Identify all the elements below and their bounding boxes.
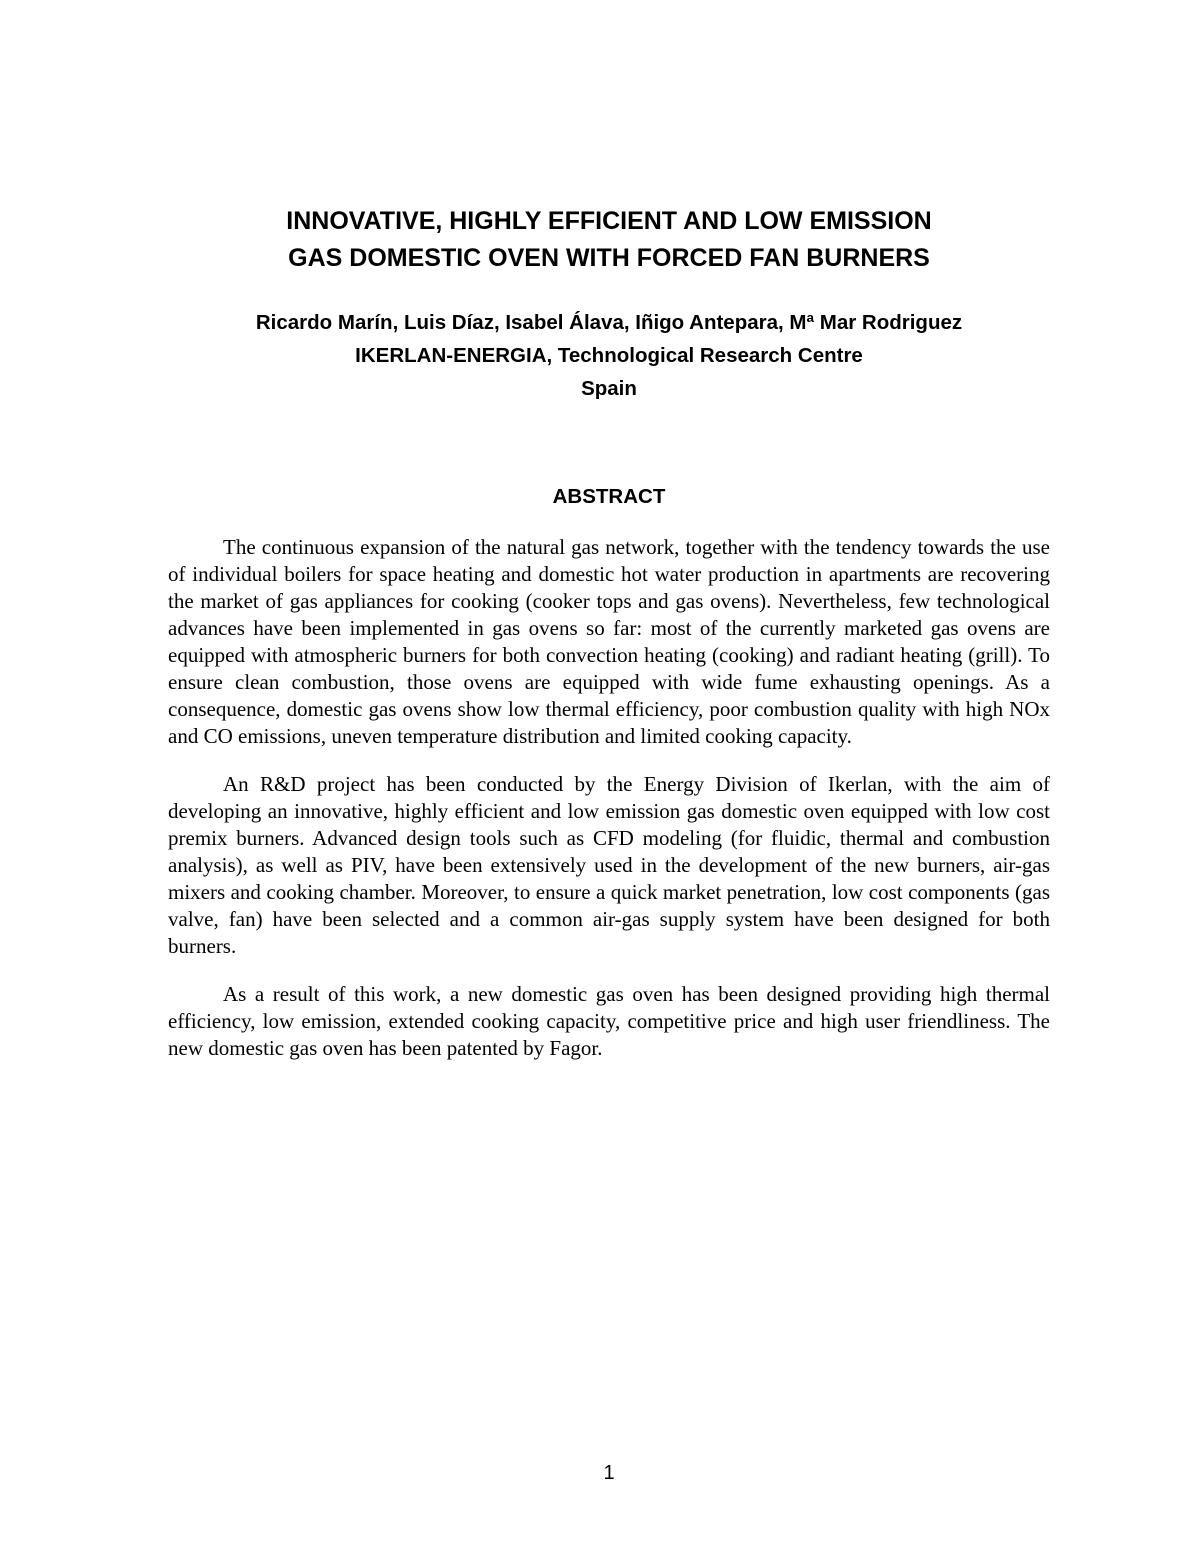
title-line-1: INNOVATIVE, HIGHLY EFFICIENT AND LOW EMISSION bbox=[286, 207, 932, 235]
author-affiliation: IKERLAN-ENERGIA, Technological Research Centre bbox=[355, 344, 863, 367]
title-line-2: GAS DOMESTIC OVEN WITH FORCED FAN BURNERS bbox=[288, 244, 930, 272]
abstract-body bbox=[168, 534, 1050, 1083]
author-names: Ricardo Marín, Luis Díaz, Isabel Álava, Iñigo Antepara, Mª Mar Rodriguez bbox=[255, 311, 963, 334]
abstract-paragraph-1: The continuous expansion of the natural gas network, together with the tendency towards the use of individual boilers for space heating and domestic hot water production in apartments are recovering the market of gas appliances for cooking (cooker tops and gas ovens). Nevertheless, few technological advances have been implemented in gas ovens so far: most of the currently marketed gas ovens are equipped with atmospheric burners for both convection heating (cooking) and radiant heating (grill). To ensure clean combustion, those ovens are equipped with wide fume exhausting openings. As a consequence, domestic gas ovens show low thermal efficiency, poor combustion quality with high NOx and CO emissions, uneven temperature distribution and limited cooking capacity. bbox=[168, 535, 1050, 748]
page-number: 1 bbox=[603, 1462, 615, 1484]
abstract-heading: ABSTRACT bbox=[552, 485, 666, 508]
abstract-paragraph-3: As a result of this work, a new domestic gas oven has been designed providing high thermal efficiency, low emission, extended cooking capacity, competitive price and high user friendliness. The new domestic gas oven has been patented by Fagor. bbox=[168, 982, 1050, 1060]
author-block bbox=[168, 306, 1050, 405]
abstract-paragraph-2: An R&D project has been conducted by the Energy Division of Ikerlan, with the aim of developing an innovative, highly efficient and low emission gas domestic oven equipped with low cost premix burners. Advanced design tools such as CFD modeling (for fluidic, thermal and combustion analysis), as well as PIV, have been extensively used in the development of the new burners, air-gas mixers and cooking chamber. Moreover, to ensure a quick market penetration, low cost components (gas valve, fan) have been selected and a common air-gas supply system have been designed for both burners. bbox=[168, 772, 1050, 958]
author-country: Spain bbox=[581, 377, 637, 400]
paper-title bbox=[168, 203, 1050, 277]
